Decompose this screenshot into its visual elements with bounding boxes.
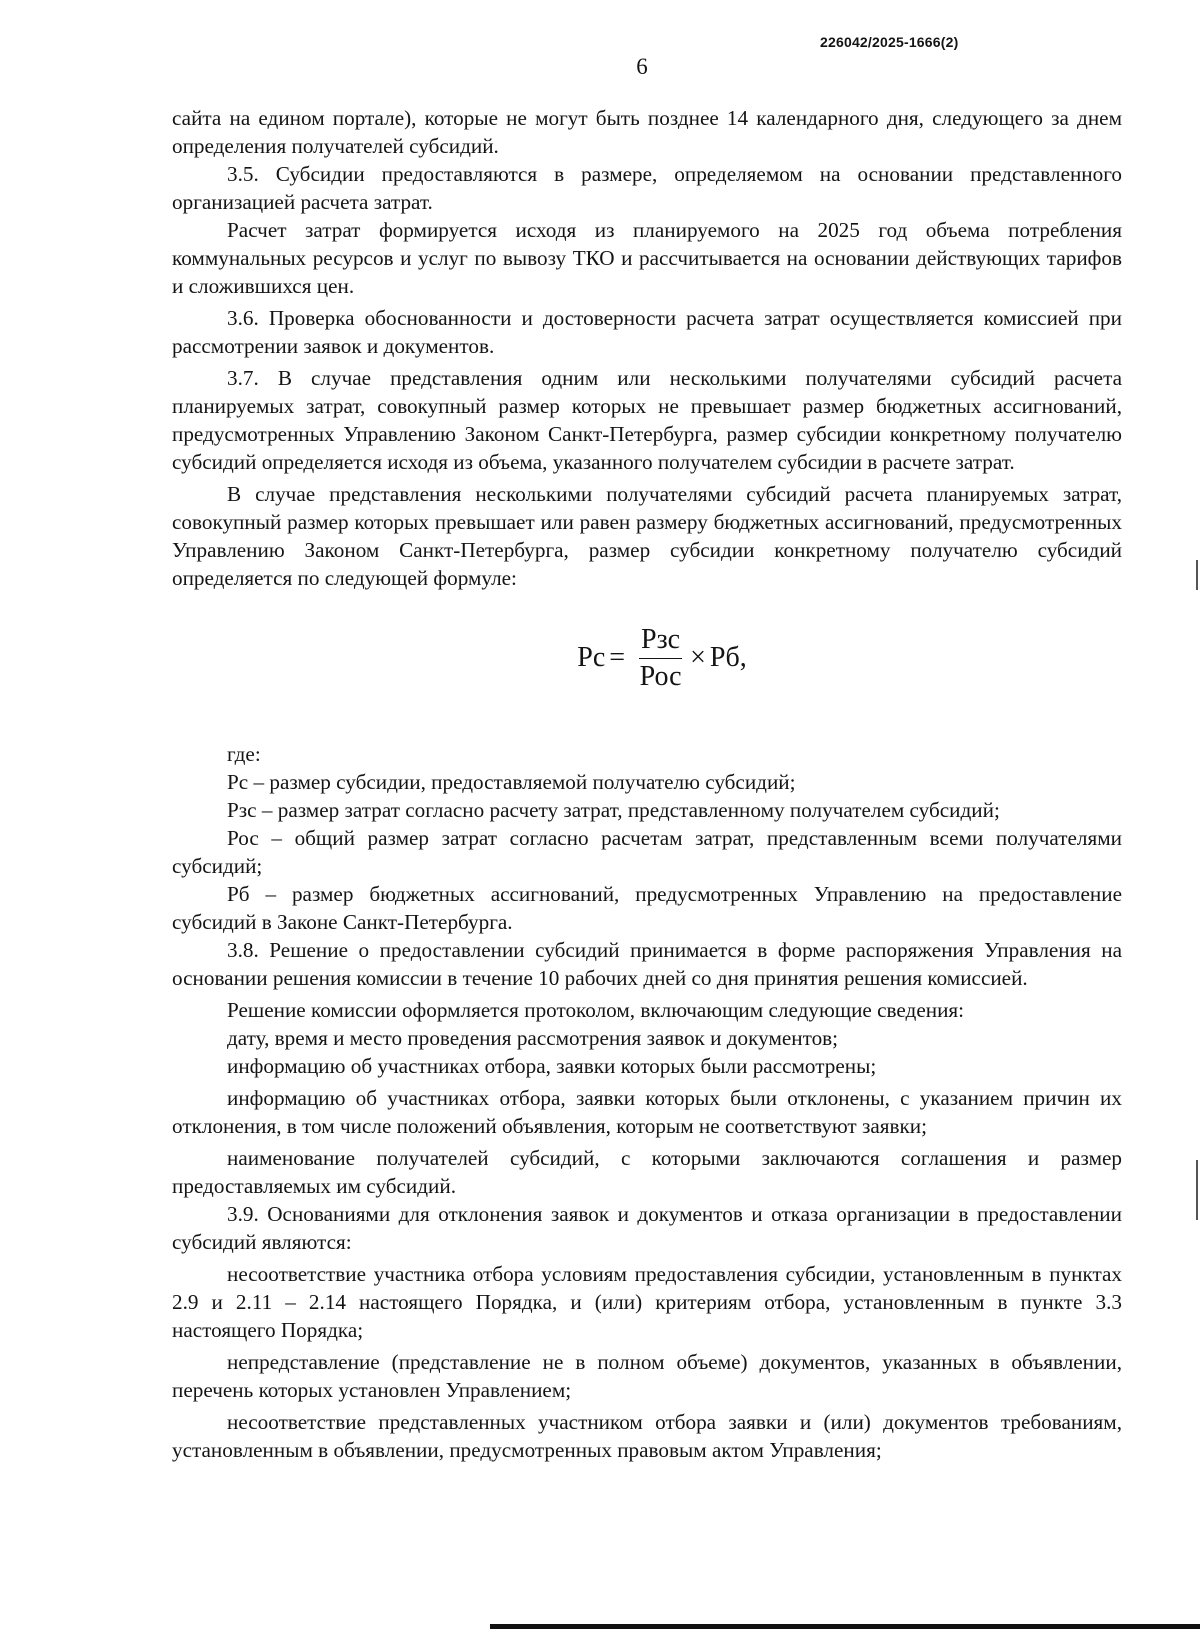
formula-rhs: Рб,	[709, 642, 747, 673]
list-item: несоответствие представленных участником отбора заявки и (или) документов требованиям, установленным в объявлении, предусмотренных правовым актом Управления;	[172, 1410, 1122, 1462]
text-block-bottom	[172, 740, 1122, 1464]
list-item: дату, время и место проведения рассмотрения заявок и документов;	[227, 1026, 839, 1050]
subsidy-formula	[172, 614, 1122, 702]
formula-equals: =	[609, 642, 626, 673]
paragraph: В случае представления несколькими получателями субсидий расчета планируемых затрат, совокупный размер которых превышает или равен размеру бюджетных ассигнований, предусмотренных Управлению Законом Санкт-Петербурга, размер субсидии конкретному получателю субсидий определяется по следующей формуле:	[172, 482, 1122, 590]
scan-artifact	[1196, 560, 1198, 590]
scan-edge-line	[490, 1624, 1200, 1629]
list-item: несоответствие участника отбора условиям предоставления субсидии, установленным в пунктах 2.9 и 2.11 – 2.14 настоящего Порядка, и (или) критериям отбора, установленным в пункте 3.3 настоящего Порядка;	[172, 1262, 1122, 1342]
definition-ros: Рос – общий размер затрат согласно расчетам затрат, представленным всеми получателями субсидий;	[172, 826, 1122, 878]
list-item: информацию об участниках отбора, заявки которых были рассмотрены;	[227, 1054, 877, 1078]
list-item: непредставление (представление не в полном объеме) документов, указанных в объявлении, перечень которых установлен Управлением;	[172, 1350, 1122, 1402]
formula-lhs: Рс	[577, 642, 606, 673]
list-item: информацию об участниках отбора, заявки которых были отклонены, с указанием причин их отклонения, в том числе положений объявления, которым не соответствуют заявки;	[172, 1086, 1122, 1138]
page-number: 6	[636, 54, 648, 79]
definition-rs: Рс – размер субсидии, предоставляемой получателю субсидий;	[227, 770, 796, 794]
paragraph-3-7: 3.7. В случае представления одним или несколькими получателями субсидий расчета планируемых затрат, совокупный размер которых не превышает размер бюджетных ассигнований, предусмотренных Управлению Законом Санкт-Петербурга, размер субсидии конкретному получателю субсидий определяется исходя из объема, указанного получателем субсидии в расчете затрат.	[172, 366, 1122, 474]
formula-fraction	[639, 623, 682, 692]
formula-denominator: Рос	[639, 660, 682, 692]
paragraph-3-9: 3.9. Основаниями для отклонения заявок и документов и отказа организации в предоставлении субсидий являются:	[172, 1202, 1122, 1254]
scan-artifact	[1196, 1160, 1198, 1220]
paragraph: сайта на едином портале), которые не могут быть позднее 14 календарного дня, следующего за днем определения получателей субсидий.	[172, 106, 1122, 158]
formula-times: ×	[690, 642, 706, 673]
document-body	[172, 104, 1122, 1464]
paragraph: где:	[227, 742, 261, 766]
formula-numerator: Рзс	[639, 626, 682, 659]
definition-rzs: Рзс – размер затрат согласно расчету затрат, представленному получателем субсидий;	[227, 798, 1000, 822]
paragraph: Решение комиссии оформляется протоколом, включающим следующие сведения:	[227, 998, 965, 1022]
definition-rb: Рб – размер бюджетных ассигнований, предусмотренных Управлению на предоставление субсидий в Законе Санкт-Петербурга.	[172, 882, 1122, 934]
text-block-top	[172, 104, 1122, 592]
document-code: 226042/2025-1666(2)	[820, 34, 959, 50]
paragraph-3-5: 3.5. Субсидии предоставляются в размере, определяемом на основании представленного организацией расчета затрат.	[172, 162, 1122, 214]
paragraph: Расчет затрат формируется исходя из планируемого на 2025 год объема потребления коммунальных ресурсов и услуг по вывозу ТКО и рассчитывается на основании действующих тарифов и сложившихся цен.	[172, 218, 1122, 298]
paragraph-3-6: 3.6. Проверка обоснованности и достоверности расчета затрат осуществляется комиссией при рассмотрении заявок и документов.	[172, 306, 1122, 358]
list-item: наименование получателей субсидий, с которыми заключаются соглашения и размер предоставляемых им субсидий.	[172, 1146, 1122, 1198]
paragraph-3-8: 3.8. Решение о предоставлении субсидий принимается в форме распоряжения Управления на основании решения комиссии в течение 10 рабочих дней со дня принятия решения комиссией.	[172, 938, 1122, 990]
